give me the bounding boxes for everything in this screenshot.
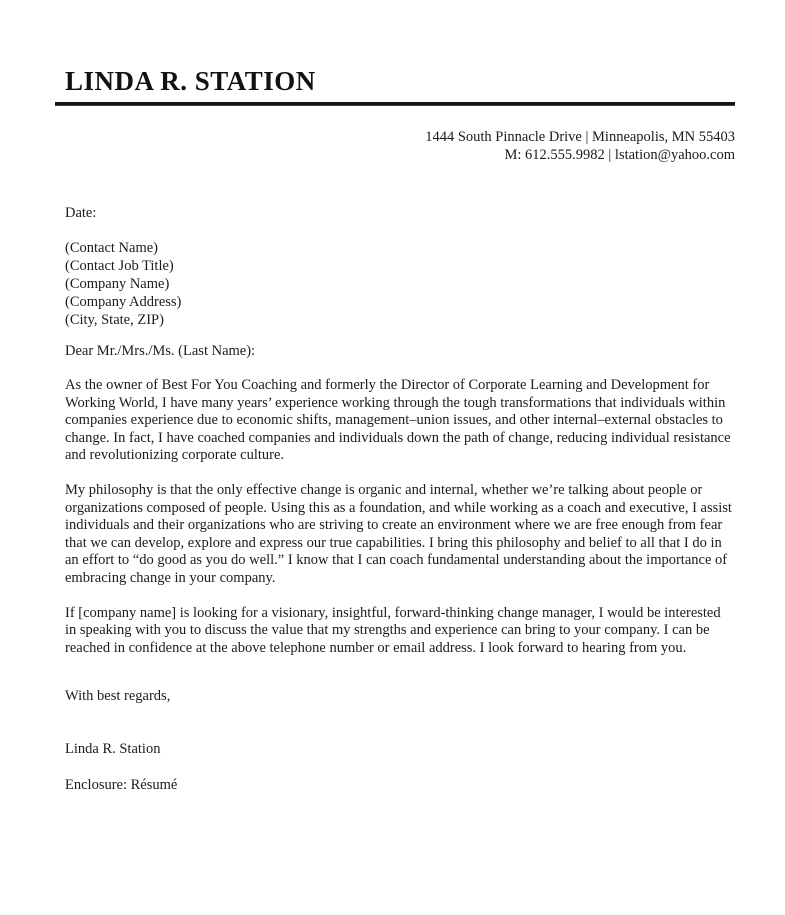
recipient-city-state-zip: (City, State, ZIP)	[65, 312, 164, 328]
recipient-job-title: (Contact Job Title)	[65, 258, 174, 274]
signature-name: Linda R. Station	[65, 741, 161, 758]
body-paragraph-1: As the owner of Best For You Coaching and formerly the Director of Corporate Learning and Development for Working World, I have many years’ experience working through the tough transformations that individuals within companies experience due to economic shifts, management–union issues, and other internal–external obstacles to change. In fact, I have coached companies and individuals down the path of change, reducing individual resistance and revolutionizing corporate culture.	[65, 377, 731, 464]
body-paragraph-2: My philosophy is that the only effective change is organic and internal, whether we’re talking about people or organizations composed of people. Using this as a foundation, and while working as a coach and executive, I assist individuals and their organizations who are striving to create an environment where we are free enough from fear that we can develop, explore and express our true capabilities. I bring this philosophy and belief to all that I do in an effort to “do good as you do well.” I know that I can coach fundamental understanding about the importance of embracing change in your company.	[65, 481, 732, 586]
closing-line: With best regards,	[65, 688, 171, 705]
letterhead-rule	[55, 102, 735, 106]
contact-block	[65, 128, 735, 164]
recipient-contact-name: (Contact Name)	[65, 240, 159, 256]
salutation: Dear Mr./Mrs./Ms. (Last Name):	[65, 343, 256, 359]
contact-phone-email-line: M: 612.555.9982 | lstation@yahoo.com	[504, 147, 735, 163]
recipient-company-address: (Company Address)	[65, 294, 182, 310]
letterhead-name: LINDA R. STATION	[65, 66, 316, 96]
date-line: Date:	[65, 205, 97, 221]
recipient-block	[65, 239, 735, 329]
body-paragraph-3: If [company name] is looking for a visionary, insightful, forward-thinking change manager, I would be interested in speaking with you to discuss the value that my strengths and experience can bring to your company. I can be reached in confidence at the above telephone number or email address. I look forward to hearing from you.	[65, 604, 721, 656]
enclosure-note: Enclosure: Résumé	[65, 777, 178, 794]
recipient-company-name: (Company Name)	[65, 276, 170, 292]
contact-address-line: 1444 South Pinnacle Drive | Minneapolis, MN 55403	[425, 129, 735, 145]
